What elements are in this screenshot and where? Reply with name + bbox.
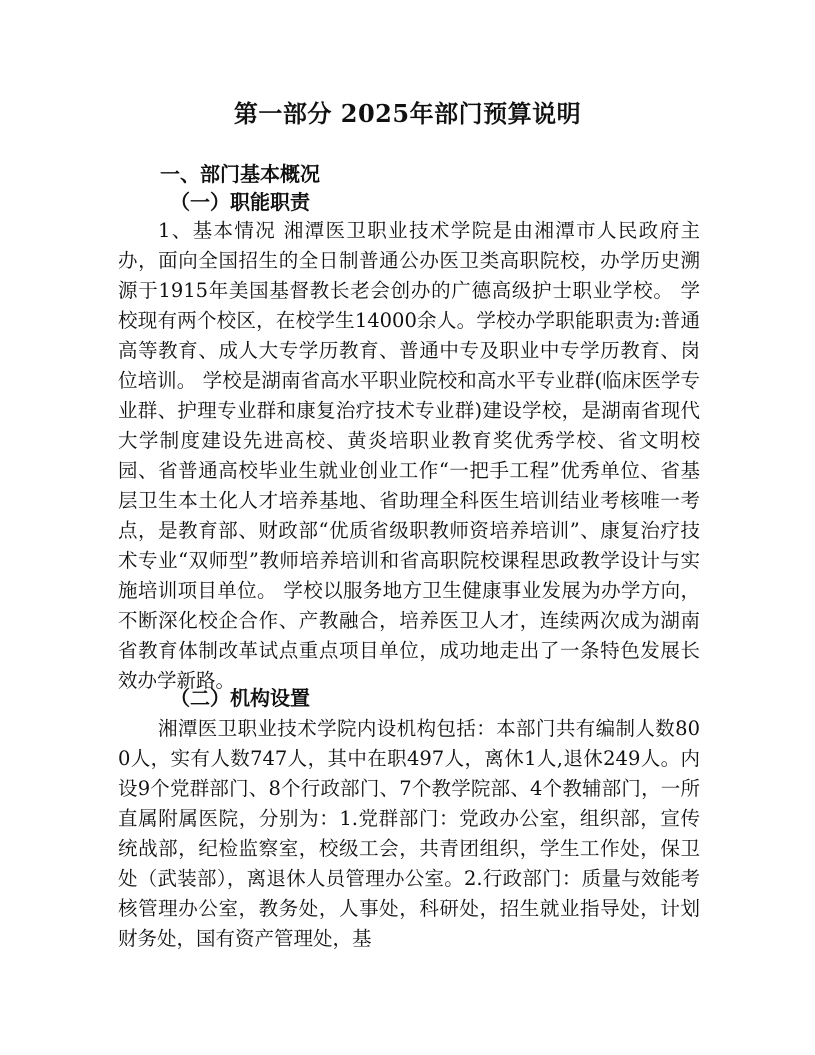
page-title: 第一部分 2025年部门预算说明 [233, 99, 582, 128]
subsection-heading-organization: （二）机构设置 [170, 686, 310, 710]
paragraph-basic-info: 1、基本情况 湘潭医卫职业技术学院是由湘潭市人民政府主办，面向全国招生的全日制普通公办医卫类高职院校，办学历史溯源于1915年美国基督教长老会创办的广德高级护士职业学校。 学校现有两个校区，在校学生14000余人。学校办学职能职责为:普通高等教育、成人大专学历教育、普通中专及职业中专学历教育、岗位培训。 学校是湖南省高水平职业院校和高水平专业群(临床医学专业群、护理专业群和康复治疗技术专业群)建设学校，是湖南省现代大学制度建设先进高校、黄炎培职业教育奖优秀学校、省文明校园、省普通高校毕业生就业创业工作“一把手工程”优秀单位、省基层卫生本土化人才培养基地、省助理全科医生培训结业考核唯一考点，是教育部、财政部“优质省级职教师资培养培训”、康复治疗技术专业“双师型”教师培养培训和省高职院校课程思政教学设计与实施培训项目单位。 学校以服务地方卫生健康事业发展为办学方向，不断深化校企合作、产教融合，培养医卫人才，连续两次成为湖南省教育体制改革试点重点项目单位，成功地走出了一条特色发展长效办学新路。 [118, 219, 700, 692]
subsection-heading-functions: （一）职能职责 [170, 190, 310, 214]
paragraph-organization: 湘潭医卫职业技术学院内设机构包括：本部门共有编制人数800人，实有人数747人，其中在职497人，离休1人,退休249人。内设9个党群部门、8个行政部门、7个教学院部、4个教辅部门，一所直属附属医院，分别为：1.党群部门：党政办公室，组织部，宣传统战部，纪检监察室，校级工会，共青团组织，学生工作处，保卫处（武装部），离退休人员管理办公室。2.行政部门：质量与效能考核管理办公室，教务处，人事处，科研处，招生就业指导处，计划财务处，国有资产管理处，基 [118, 717, 700, 950]
section-heading-overview: 一、部门基本概况 [160, 162, 320, 186]
